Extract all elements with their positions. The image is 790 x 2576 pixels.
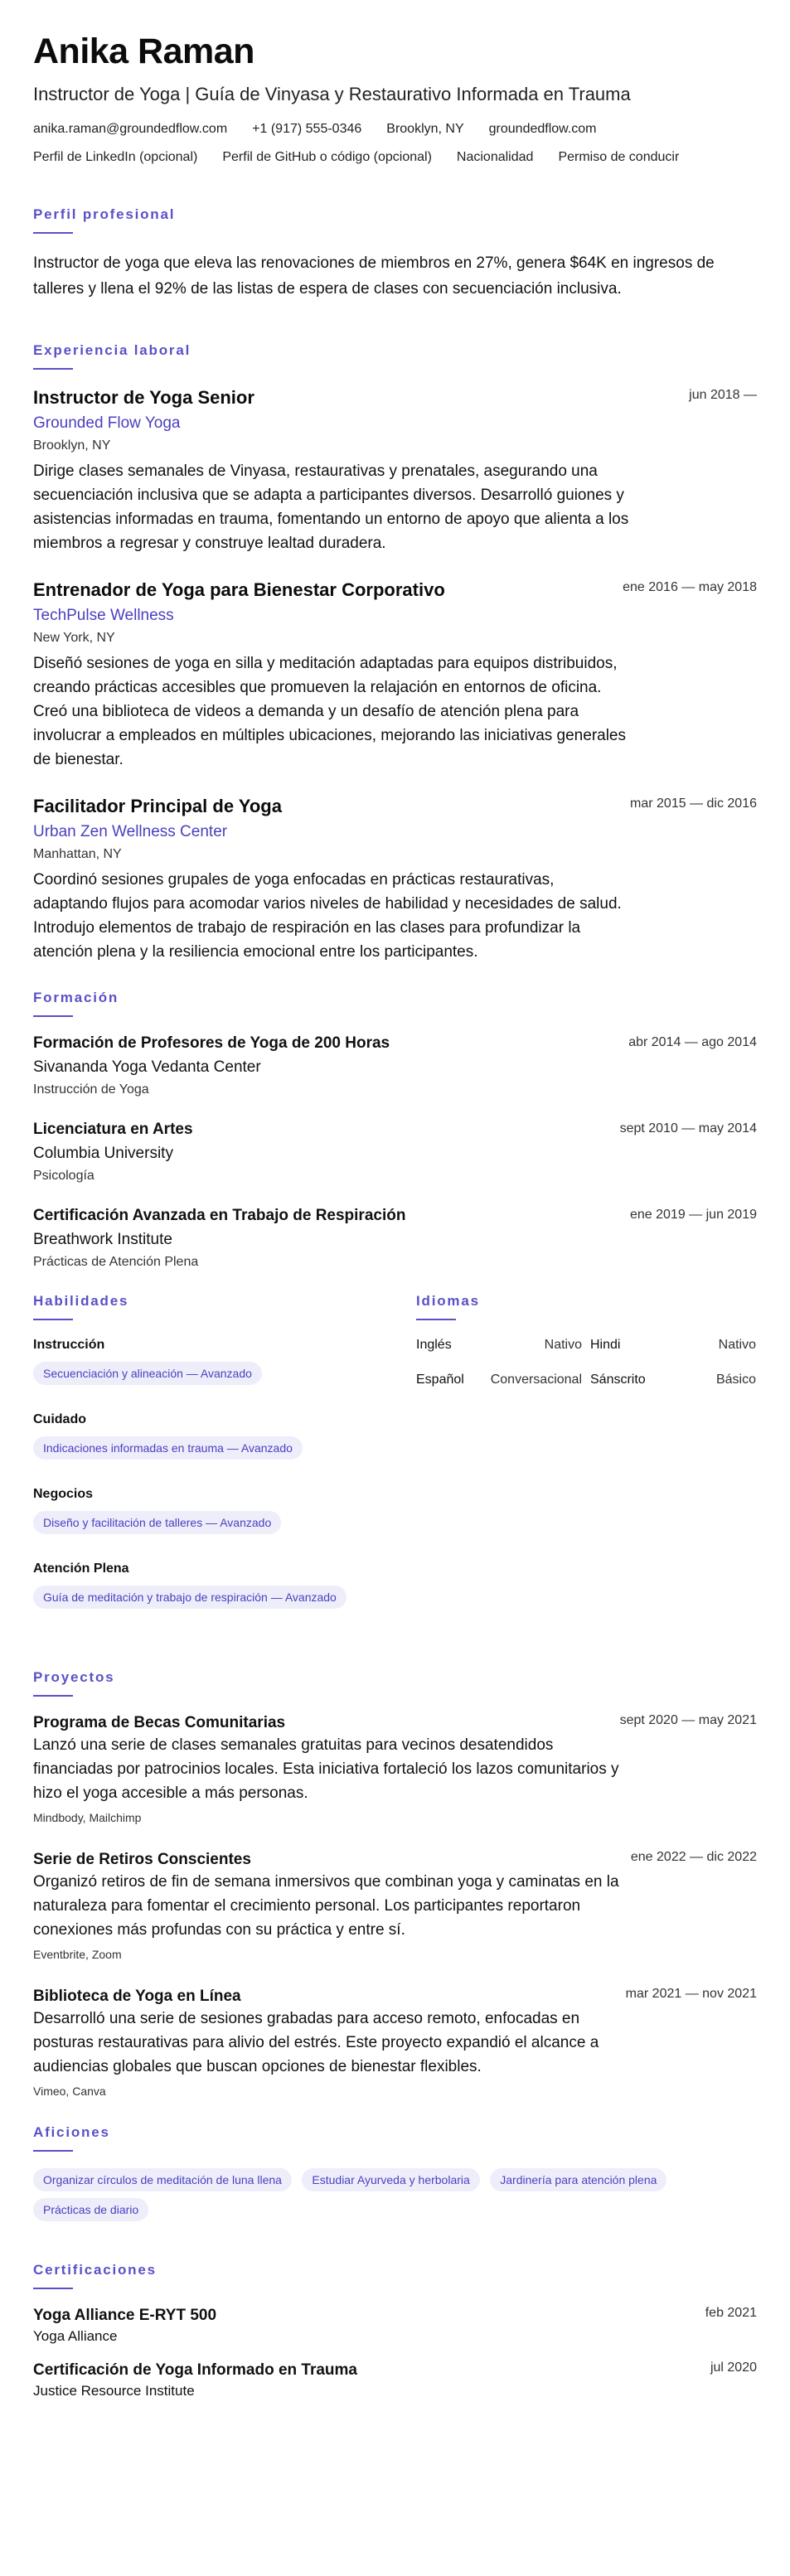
language-level: Básico <box>715 1373 756 1387</box>
field-of-study: Prácticas de Atención Plena <box>33 1255 199 1269</box>
certification-date: jul 2020 <box>710 2361 757 2375</box>
skill-group <box>33 1561 416 1615</box>
project-entry <box>33 1987 757 2099</box>
section-title: Experiencia laboral <box>33 342 191 358</box>
degree-title: Licenciatura en Artes <box>33 1121 193 1138</box>
summary-section <box>33 206 757 302</box>
education-entry <box>33 1120 757 1184</box>
skill-category: Instrucción <box>33 1338 105 1352</box>
languages-grid <box>416 1337 757 1388</box>
job-description: Diseñó sesiones de yoga en silla y meditación adaptadas para equipos distribuidos, creando prácticas accesibles que promueven la relajación en entornos de oficina. Creó una biblioteca de videos a demanda y un desafío de atención plena para involucrar a empleados en múltiples ubicaciones, mejorando las iniciativas generales de bienestar. <box>33 655 626 768</box>
experience-entry <box>33 795 757 964</box>
language-name: Español <box>416 1373 464 1387</box>
section-divider <box>33 232 73 234</box>
field-of-study: Psicología <box>33 1169 95 1183</box>
project-entry <box>33 1713 757 1825</box>
skill-chip: Diseño y facilitación de talleres — Avanzado <box>33 1511 281 1534</box>
section-divider <box>33 2150 73 2152</box>
contact-row <box>33 121 757 138</box>
extras-row <box>33 149 757 166</box>
experience-section <box>33 341 757 964</box>
project-description: Desarrolló una serie de sesiones grabadas para acceso remoto, enfocadas en posturas restaurativas para alivio del estrés. Este proyecto expandió el alcance a audiencias globales que buscan opciones de bienestar flexibles. <box>33 2010 599 2075</box>
skills-languages-row <box>33 1292 757 1635</box>
skill-group <box>33 1486 416 1541</box>
skill-group <box>33 1411 416 1466</box>
job-dates: ene 2016 — may 2018 <box>623 580 757 594</box>
section-divider <box>33 1015 73 1017</box>
interest-chip: Prácticas de diario <box>33 2198 148 2221</box>
skill-category: Atención Plena <box>33 1562 129 1576</box>
experience-entry <box>33 579 757 772</box>
job-dates: jun 2018 — <box>689 388 757 402</box>
field-of-study: Instrucción de Yoga <box>33 1082 149 1097</box>
education-section <box>33 989 757 1271</box>
section-title: Idiomas <box>416 1293 480 1309</box>
skill-category: Negocios <box>33 1487 94 1501</box>
section-title: Aficiones <box>33 2124 110 2140</box>
section-title: Habilidades <box>33 1293 129 1309</box>
section-divider <box>33 368 73 370</box>
degree-title: Formación de Profesores de Yoga de 200 Horas <box>33 1034 390 1052</box>
contact-location: Brooklyn, NY <box>386 122 464 136</box>
skill-chip: Guía de meditación y trabajo de respiración — Avanzado <box>33 1586 347 1609</box>
skill-group <box>33 1337 416 1392</box>
linkedin-link[interactable]: Perfil de LinkedIn (opcional) <box>33 150 198 164</box>
certification-date: feb 2021 <box>705 2306 757 2320</box>
institution-name: Columbia University <box>33 1145 173 1162</box>
language-item <box>416 1337 582 1353</box>
language-level: Nativo <box>544 1338 582 1352</box>
nationality: Nacionalidad <box>456 150 534 164</box>
section-divider <box>33 1695 73 1697</box>
certification-name: Certificación de Yoga Informado en Trauma <box>33 2361 357 2379</box>
interest-chip: Organizar círculos de meditación de luna llena <box>33 2168 292 2191</box>
section-title: Formación <box>33 990 119 1005</box>
interests-section <box>33 2123 757 2228</box>
candidate-name: Anika Raman <box>33 31 254 71</box>
drivers-license: Permiso de conducir <box>558 150 680 164</box>
education-dates: sept 2010 — may 2014 <box>619 1121 757 1135</box>
language-name: Sánscrito <box>590 1373 646 1387</box>
project-name: Serie de Retiros Conscientes <box>33 1851 251 1868</box>
skill-chip: Indicaciones informadas en trauma — Avanzado <box>33 1436 303 1460</box>
skill-category: Cuidado <box>33 1412 86 1426</box>
contact-website[interactable]: groundedflow.com <box>488 122 597 136</box>
certification-issuer: Justice Resource Institute <box>33 2383 195 2399</box>
project-dates: sept 2020 — may 2021 <box>619 1713 757 1727</box>
job-company: Urban Zen Wellness Center <box>33 823 228 840</box>
job-company: TechPulse Wellness <box>33 607 174 624</box>
job-location: Manhattan, NY <box>33 847 122 861</box>
project-entry <box>33 1850 757 1962</box>
experience-entry <box>33 386 757 555</box>
job-location: New York, NY <box>33 631 115 645</box>
job-description: Dirige clases semanales de Vinyasa, restaurativas y prenatales, asegurando una secuenciación inclusiva que se adapta a participantes diversos. Desarrolló guiones y asistencias informadas en trauma, fomentando un entorno de apoyo que alienta a los miembros a regresar y construye lealtad duradera. <box>33 462 629 552</box>
job-title: Facilitador Principal de Yoga <box>33 796 282 816</box>
language-name: Hindi <box>590 1338 621 1352</box>
certification-entry <box>33 2306 757 2346</box>
project-name: Biblioteca de Yoga en Línea <box>33 1988 241 2005</box>
language-item <box>590 1372 756 1388</box>
education-dates: ene 2019 — jun 2019 <box>629 1208 757 1222</box>
job-dates: mar 2015 — dic 2016 <box>630 797 757 811</box>
skills-section <box>33 1292 416 1635</box>
section-title: Perfil profesional <box>33 206 176 222</box>
education-dates: abr 2014 — ago 2014 <box>628 1035 757 1049</box>
candidate-headline: Instructor de Yoga | Guía de Vinyasa y Restaurativo Informada en Trauma <box>33 84 631 104</box>
job-description: Coordinó sesiones grupales de yoga enfocadas en prácticas restaurativas, adaptando flujos para acomodar varios niveles de habilidad y necesidades de salud. Introdujo elementos de trabajo de respiración en las clases para profundizar la atención plena y la resiliencia emocional entre los participantes. <box>33 871 622 961</box>
education-entry <box>33 1206 757 1271</box>
project-tools: Mindbody, Mailchimp <box>33 1811 142 1824</box>
contact-phone[interactable]: +1 (917) 555-0346 <box>252 122 362 136</box>
project-dates: ene 2022 — dic 2022 <box>630 1850 757 1864</box>
section-title: Proyectos <box>33 1669 115 1685</box>
section-divider <box>33 1319 73 1320</box>
certification-name: Yoga Alliance E-RYT 500 <box>33 2307 217 2324</box>
interest-chip: Estudiar Ayurveda y herbolaria <box>302 2168 479 2191</box>
skill-chip: Secuenciación y alineación — Avanzado <box>33 1362 262 1385</box>
job-location: Brooklyn, NY <box>33 438 111 453</box>
language-level: Nativo <box>718 1338 756 1352</box>
contact-email[interactable]: anika.raman@groundedflow.com <box>33 122 228 136</box>
certification-issuer: Yoga Alliance <box>33 2328 118 2344</box>
job-title: Instructor de Yoga Senior <box>33 387 254 408</box>
degree-title: Certificación Avanzada en Trabajo de Respiración <box>33 1207 406 1224</box>
projects-section <box>33 1668 757 2099</box>
certification-entry <box>33 2361 757 2400</box>
language-level: Conversacional <box>490 1373 582 1387</box>
section-divider <box>33 2288 73 2289</box>
job-company: Grounded Flow Yoga <box>33 414 181 432</box>
language-name: Inglés <box>416 1338 452 1352</box>
education-entry <box>33 1034 757 1098</box>
job-title: Entrenador de Yoga para Bienestar Corporativo <box>33 579 445 600</box>
resume-header <box>33 30 757 166</box>
summary-text: Instructor de yoga que eleva las renovaciones de miembros en 27%, genera $64K en ingresos de talleres y llena el 92% de las listas de espera de clases con secuenciación inclusiva. <box>33 254 715 298</box>
certifications-section <box>33 2261 757 2400</box>
interest-chip: Jardinería para atención plena <box>490 2168 666 2191</box>
institution-name: Breathwork Institute <box>33 1231 172 1248</box>
github-link[interactable]: Perfil de GitHub o código (opcional) <box>222 150 432 164</box>
language-item <box>416 1372 582 1388</box>
project-description: Organizó retiros de fin de semana inmersivos que combinan yoga y caminatas en la naturaleza para fomentar el crecimiento personal. Los participantes reportaron conexiones más profundas con su práctica y entre sí. <box>33 1873 619 1939</box>
institution-name: Sivananda Yoga Vedanta Center <box>33 1058 261 1076</box>
project-tools: Eventbrite, Zoom <box>33 1948 122 1961</box>
language-item <box>590 1337 756 1353</box>
interest-chips <box>33 2168 757 2228</box>
section-title: Certificaciones <box>33 2262 157 2278</box>
project-name: Programa de Becas Comunitarias <box>33 1714 286 1731</box>
languages-section <box>416 1292 757 1635</box>
project-description: Lanzó una serie de clases semanales gratuitas para vecinos desatendidos financiadas por patrocinios locales. Esta iniciativa fortaleció los lazos comunitarios y hizo el yoga accesible a más personas. <box>33 1736 619 1802</box>
project-dates: mar 2021 — nov 2021 <box>625 1987 757 2001</box>
project-tools: Vimeo, Canva <box>33 2085 106 2098</box>
section-divider <box>416 1319 456 1320</box>
